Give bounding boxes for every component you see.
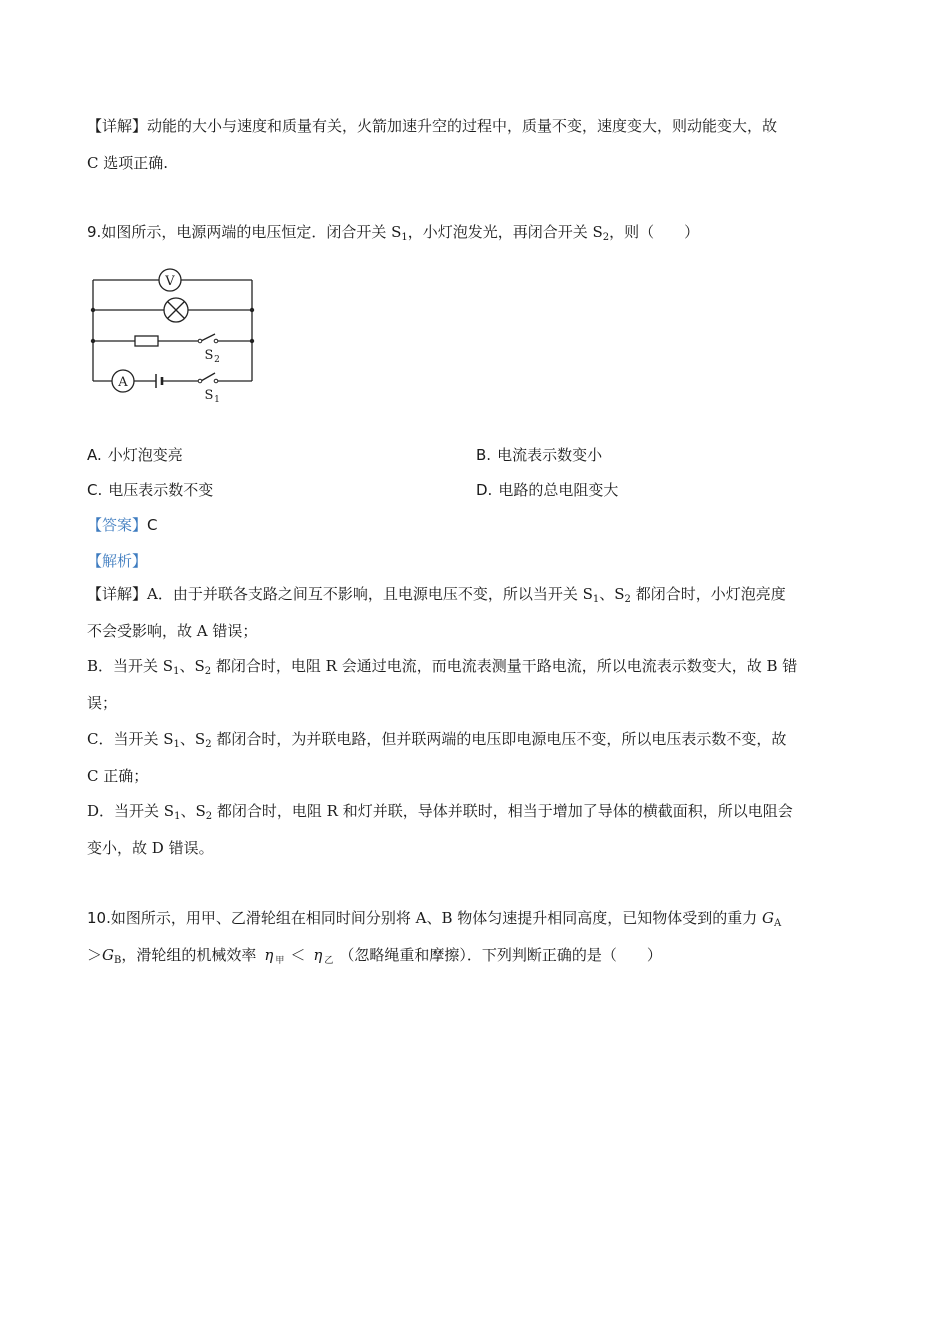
switch-s1-label: S [204,388,214,403]
q9-answer [87,515,877,535]
explain-b1-sub1: 1 [173,666,180,677]
q10-eta1-sub: 甲 [275,956,285,966]
q10-number: 10. [87,909,111,927]
resistor-icon [135,336,158,346]
q9-option-d-text: 电路的总电阻变大 [498,481,619,499]
explain-d1-end: 都闭合时，电阻 R 和灯并联，导体并联时，相当于增加了导体的横截面积，所以电阻会 [212,802,793,820]
explain-c1-sub2: 2 [205,739,212,750]
q9-option-d [476,480,618,500]
voltmeter-label: V [165,274,175,289]
explain-d1-text: D．当开关 S [87,802,175,820]
q10-gb: G [102,946,114,964]
explain-b-line1 [87,656,877,682]
q10-stem-line2 [87,945,877,971]
explain-b1-end: 都闭合时，电阻 R 会通过电流，而电流表测量干路电流，所以电流表示数变大，故 B 错 [211,657,798,675]
circuit-diagram [86,262,261,407]
q9-number: 9. [87,223,102,241]
switch-s2-label: S [204,348,214,363]
explain-a1-mid: 、S [599,585,625,603]
explain-b-line2: 误； [87,694,118,712]
analysis-tag: 【解析】 [87,552,148,570]
explain-c1-end: 都闭合时，为并联电路，但并联两端的电压即电源电压不变，所以电压表示数不变，故 [211,730,787,748]
q10-eta2: η [313,946,323,964]
q10-ga-sub: A [774,918,782,929]
q10-gt: ＞ [87,946,103,964]
q10-line1-text: 如图所示，用甲、乙滑轮组在相同时间分别将 A、B 物体匀速提升相同高度，已知物体受到的重力 [110,909,763,927]
q9-option-c-label: C. [87,481,103,499]
answer-tag: 【答案】 [87,516,148,534]
explain-a1-end: 都闭合时，小灯泡亮度 [630,585,786,603]
explain-d-line2: 变小，故 D 错误。 [87,839,214,857]
junction-dot [91,339,95,343]
prev-explain-line2: C 选项正确. [87,154,169,172]
q9-option-a [87,445,183,465]
q10-stem-line1 [87,908,877,934]
explain-b1-mid: 、S [179,657,205,675]
q9-option-a-text: 小灯泡变亮 [107,446,183,464]
q10-line2-c: （忽略绳重和摩擦）．下列判断正确的是（ ） [339,946,662,964]
answer-value: C [147,516,158,534]
q9-option-d-label: D. [476,481,493,499]
explain-c1-text: C．当开关 S [87,730,174,748]
explain-a1-sub2: 2 [624,594,631,605]
prev-explain-line1: 【详解】动能的大小与速度和质量有关，火箭加速升空的过程中，质量不变，速度变大，则动能变大，故 [87,117,778,135]
q10-line2-b: ，滑轮组的机械效率 [121,946,257,964]
q9-stem [87,222,877,248]
junction-dot [250,308,254,312]
q9-option-c [87,480,213,500]
explain-d1-sub2: 2 [205,811,213,822]
q10-lt: ＜ [290,946,306,964]
explain-c1-sub1: 1 [173,739,180,750]
explain-b1-sub2: 2 [204,666,212,677]
junction-dot [250,339,254,343]
q9-option-a-label: A. [87,446,102,464]
explain-a1-text: 【详解】A．由于并联各支路之间互不影响，且电源电压不变，所以当开关 S [87,585,593,603]
q9-stem-sub1: 1 [401,232,408,243]
explain-c1-mid: 、S [179,730,206,748]
explain-a1-sub1: 1 [592,594,600,605]
switch-s1-sub: 1 [214,395,220,405]
explain-b1-text: B．当开关 S [87,657,174,675]
explain-a-line2: 不会受影响，故 A 错误； [87,622,258,640]
switch-s2-sub: 2 [214,355,220,365]
q9-stem-a: 如图所示，电源两端的电压恒定．闭合开关 S [101,223,402,241]
q10-eta2-sub: 乙 [324,956,334,966]
q10-eta1: η [264,946,274,964]
explain-d1-mid: 、S [180,802,206,820]
q10-ga: G [762,909,775,927]
switch-s1-icon [201,373,215,381]
explain-d-line1 [87,801,877,827]
explain-d1-sub1: 1 [174,811,181,822]
junction-dot [91,308,95,312]
q9-option-c-text: 电压表示数不变 [108,481,214,499]
q9-stem-sub2: 2 [602,232,610,243]
switch-s2-icon [201,334,215,341]
q9-option-b [476,445,602,465]
explain-a-line1 [87,584,877,610]
q9-option-b-text: 电流表示数变小 [497,446,603,464]
q9-stem-c: ，则（ ） [609,223,700,241]
q9-stem-b: ，小灯泡发光，再闭合开关 S [407,223,603,241]
explain-c-line1 [87,729,877,755]
q10-gb-sub: B [114,955,122,966]
explain-c-line2: C 正确； [87,767,149,785]
q9-option-b-label: B. [476,446,492,464]
ammeter-label: A [118,375,128,390]
